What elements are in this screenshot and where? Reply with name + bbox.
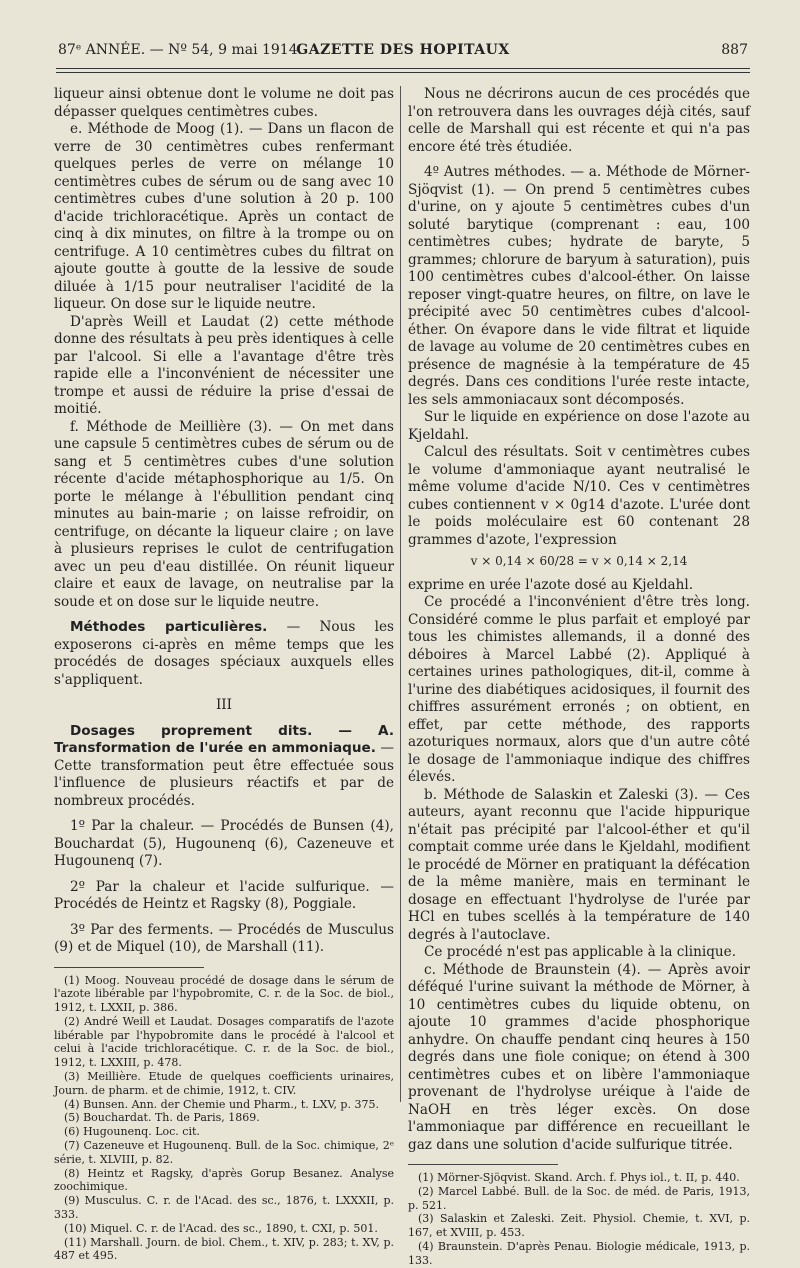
left-column bbox=[54, 86, 394, 1263]
footnote-rule bbox=[408, 1164, 558, 1165]
footnote: (3) Meillière. Etude de quelques coefficients urinaires, Journ. de pharm. et de chimie, 1912, t. CIV. bbox=[54, 1070, 394, 1097]
footnote: (5) Bouchardat. Th. de Paris, 1869. bbox=[64, 1111, 260, 1125]
paragraph: exprime en urée l'azote dosé au Kjeldahl. bbox=[408, 576, 694, 593]
right-column bbox=[408, 86, 750, 1268]
footnote: (10) Miquel. C. r. de l'Acad. des sc., 1890, t. CXI, p. 501. bbox=[64, 1221, 378, 1235]
paragraph: Sur le liquide en expérience on dose l'azote au Kjeldahl. bbox=[408, 409, 750, 443]
paragraph: 4º Autres méthodes. — a. Méthode de Mörner-Sjöqvist (1). — On prend 5 centimètres cubes d'urine, on y ajoute 5 centimètres cubes d'un soluté barytique (comprenant : eau, 100 centimètres cubes; hydrate de baryte, 5 grammes; chlorure de baryum à saturation), puis 100 centimètres cubes d'alcool-éther. On laisse reposer vingt-quatre heures, on filtre, on lave le précipité avec 50 centimètres cubes d'alcool-éther. On évapore dans le vide filtrat et liquide de lavage au volume de 20 centimètres cubes en présence de magnésie à la température de 45 degrés. Dans ces conditions l'urée reste intacte, les sels ammoniacaux sont décomposés. bbox=[408, 164, 750, 408]
paragraph: liqueur ainsi obtenue dont le volume ne doit pas dépasser quelques centimètres cubes. bbox=[54, 86, 394, 120]
footnotes bbox=[408, 1171, 750, 1268]
footnote: (1) Moog. Nouveau procédé de dosage dans le sérum de l'azote libérable par l'hypobromite, C. r. de la Soc. de biol., 1912, t. LXXII, p. 386. bbox=[54, 973, 394, 1015]
footnote: (3) Salaskin et Zaleski. Zeit. Physiol. Chemie, t. XVI, p. 167, et XVIII, p. 453. bbox=[408, 1212, 750, 1240]
paragraph: D'après Weill et Laudat (2) cette méthode donne des résultats à peu près identiques à celle par l'alcool. Si elle a l'avantage d'être très rapide elle a l'inconvénient de nécessiter une trompe et aussi de réduire la prise d'essai de moitié. bbox=[54, 313, 394, 417]
paragraph: 3º Par des ferments. — Procédés de Musculus (9) et de Miquel (10), de Marshall (11). bbox=[54, 921, 394, 955]
footnote: (2) André Weill et Laudat. Dosages comparatifs de l'azote libérable par l'hypobromite dans le procédé à l'alcool et celui à l'acide trichloracétique. C. r. de la Soc. de biol., 1912, t. LXXIII, p. 478. bbox=[54, 1014, 394, 1070]
paragraph: e. Méthode de Moog (1). — Dans un flacon de verre de 30 centimètres cubes renfermant quelques perles de verre on mélange 10 centimètres cubes de sérum ou de sang avec 10 centimètres cubes d'une solution à 20 p. 100 d'acide trichloracétique. Après un contact de cinq à dix minutes, on filtre à la trompe ou on centrifuge. A 10 centimètres cubes du filtrat on ajoute goutte à goutte de la lessive de soude diluée à 1/15 pour neutraliser l'acidité de la liqueur. On dose sur le liquide neutre. bbox=[54, 121, 394, 312]
section-heading: Dosages proprement dits. — A. Transformation de l'urée en ammoniaque. bbox=[54, 722, 394, 756]
paragraph: c. Méthode de Braunstein (4). — Après avoir déféqué l'urine suivant la méthode de Mörner, à 10 centimètres cubes du liquide obtenu, on ajoute 10 grammes d'acide phosphorique anhydre. On chauffe pendant cinq heures à 150 degrés dans une fiole conique; on étend à 300 centimètres cubes et on libère l'ammoniaque provenant de l'hydrolyse uréique à l'aide de NaOH en très léger excès. On dose l'ammoniaque par différence en recueillant le gaz dans une solution d'acide sulfurique titrée. bbox=[408, 961, 750, 1153]
header-rule bbox=[56, 68, 750, 69]
paragraph: 2º Par la chaleur et l'acide sulfurique. — Procédés de Heintz et Ragsky (8), Poggiale. bbox=[54, 878, 394, 912]
column-divider bbox=[400, 86, 401, 1102]
section-paragraph: Méthodes particulières. — Nous les exposerons ci-après en même temps que les procédés de dosages spéciaux auxquels elles s'appliquent. bbox=[54, 619, 394, 688]
header-rule-2 bbox=[56, 72, 750, 73]
footnotes bbox=[54, 974, 394, 1264]
footnote: (7) Cazeneuve et Hugounenq. Bull. de la Soc. chimique, 2ᵉ série, t. XLVIII, p. 82. bbox=[54, 1139, 394, 1166]
paragraph: f. Méthode de Meillière (3). — On met dans une capsule 5 centimètres cubes de sérum ou de sang et 5 centimètres cubes d'une solution récente d'acide métaphosphorique au 1/5. On porte le mélange à l'ébullition pendant cinq minutes au bain-marie ; on laisse refroidir, on centrifuge, on décante la liqueur claire ; on lave à plusieurs reprises le culot de centrifugation avec un peu d'eau distillée. On réunit liqueur claire et eaux de lavage, on neutralise par la soude et on dose sur le liquide neutre. bbox=[54, 418, 394, 610]
footnote: (8) Heintz et Ragsky, d'après Gorup Besanez. Analyse zoochimique. bbox=[54, 1166, 394, 1194]
footnote: (4) Braunstein. D'après Penau. Biologie médicale, 1913, p. 133. bbox=[408, 1239, 750, 1267]
footnote: (11) Marshall. Journ. de biol. Chem., t. XIV, p. 283; t. XV, p. 487 et 495. bbox=[54, 1235, 394, 1263]
section-number: III bbox=[215, 697, 233, 713]
footnote: (9) Musculus. C. r. de l'Acad. des sc., 1876, t. LXXXII, p. 333. bbox=[54, 1194, 394, 1222]
footnote: (6) Hugounenq. Loc. cit. bbox=[64, 1125, 200, 1139]
section-heading: Méthodes particulières. bbox=[70, 619, 268, 635]
paragraph: b. Méthode de Salaskin et Zaleski (3). — Ces auteurs, ayant reconnu que l'acide hippurique n'était pas précipité par l'alcool-éther et qu'il comptait comme urée dans le Kjeldahl, modifient le procédé de Mörner en pratiquant la défécation de la même manière, mais en terminant le dosage en effectuant l'hydrolyse de l'urée par HCl en tubes scellés à la température de 140 degrés à l'autoclave. bbox=[408, 786, 750, 943]
section-paragraph: Dosages proprement dits. — A. Transformation de l'urée en ammoniaque. — Cette transformation peut être effectuée sous l'influence de plusieurs réactifs et par de nombreux procédés. bbox=[54, 722, 394, 809]
footnote: (4) Bunsen. Ann. der Chemie und Pharm., t. LXV, p. 375. bbox=[64, 1097, 379, 1111]
footnote-rule bbox=[54, 967, 204, 968]
page-number: 887 bbox=[721, 42, 748, 58]
paragraph: 1º Par la chaleur. — Procédés de Bunsen (4), Bouchardat (5), Hugounenq (6), Cazeneuve et Hugounenq (7). bbox=[54, 818, 394, 869]
formula: v × 0,14 × 60/28 = v × 0,14 × 2,14 bbox=[470, 554, 688, 568]
paragraph: Calcul des résultats. Soit v centimètres cubes le volume d'ammoniaque ayant neutralisé le même volume d'acide N/10. Ces v centimètres cubes contiennent v × 0g14 d'azote. L'urée dont le poids moléculaire est 60 contenant 28 grammes d'azote, l'expression bbox=[408, 444, 750, 548]
paragraph: Nous ne décrirons aucun de ces procédés que l'on retrouvera dans les ouvrages déjà cités, sauf celle de Marshall qui est récente et qui n'a pas encore été très étudiée. bbox=[408, 86, 750, 155]
issue-info: 87ᵉ ANNÉE. — Nº 54, 9 mai 1914. bbox=[58, 42, 303, 58]
paragraph: Ce procédé n'est pas applicable à la clinique. bbox=[424, 944, 737, 960]
footnote: (1) Mörner-Sjöqvist. Skand. Arch. f. Phys iol., t. II, p. 440. bbox=[418, 1171, 740, 1184]
footnote: (2) Marcel Labbé. Bull. de la Soc. de méd. de Paris, 1913, p. 521. bbox=[408, 1184, 750, 1212]
paragraph: Ce procédé a l'inconvénient d'être très long. Considéré comme le plus parfait et employé par tous les chimistes allemands, il a donné des déboires à Marcel Labbé (2). Appliqué à certaines urines pathologiques, dit-il, comme à l'urine des diabétiques acidosiques, il fournit des chiffres assurément erronés ; on obtient, en effet, par cette méthode, des rapports azoturiques normaux, alors que d'un autre côté le dosage de l'ammoniaque indique des chiffres élevés. bbox=[408, 594, 750, 785]
journal-title: GAZETTE DES HOPITAUX bbox=[296, 42, 510, 58]
